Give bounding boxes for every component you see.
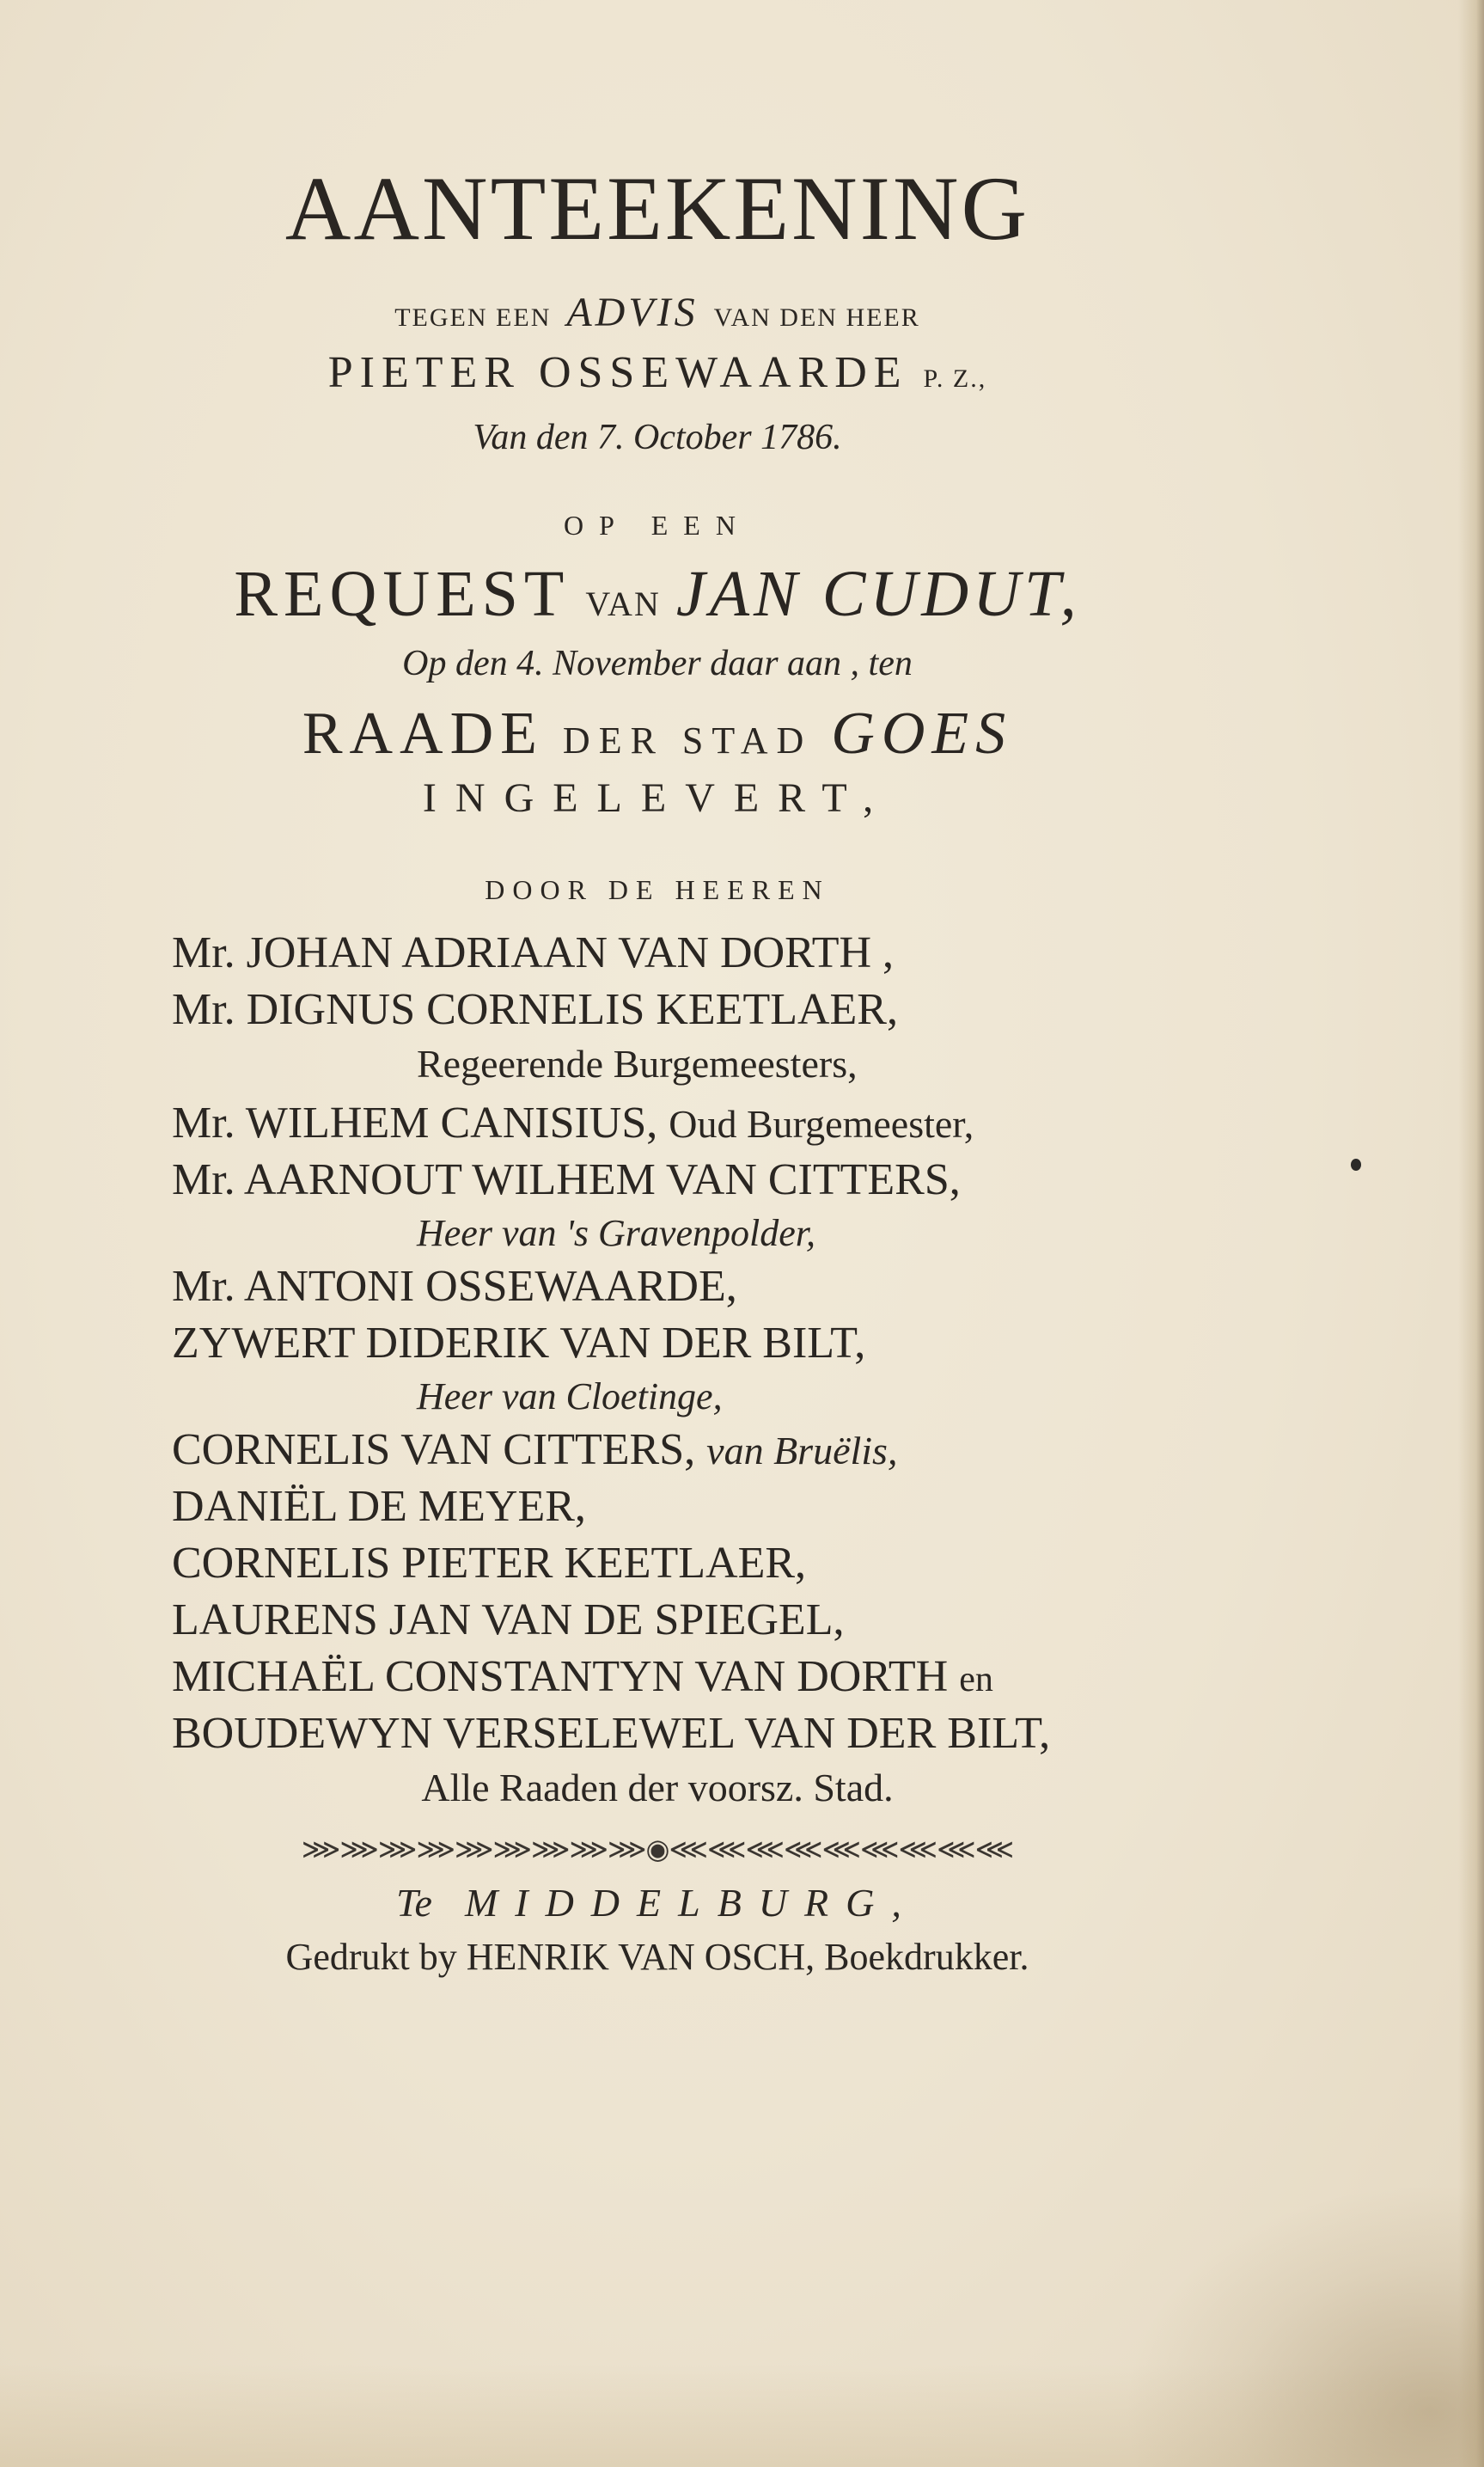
- name-11-name: MICHAËL CONSTANTYN VAN DORTH: [172, 1652, 949, 1701]
- name-3: [172, 1101, 1143, 1158]
- name-7-name: CORNELIS VAN CITTERS,: [172, 1425, 696, 1474]
- op-een-line: OP EEN: [564, 510, 751, 541]
- page-title: AANTEEKENING: [284, 158, 1030, 259]
- imprint-city-line: [172, 1883, 1143, 1935]
- name-8: DANIËL DE MEYER,: [172, 1482, 586, 1531]
- raade-word: RAADE: [302, 701, 544, 767]
- ingelevert-line: INGELEVERT,: [422, 775, 893, 821]
- goes-text: GOES: [831, 701, 1013, 767]
- name-11-en: en: [959, 1660, 993, 1699]
- name-3-role: Oud Burgemeester,: [669, 1102, 974, 1146]
- ink-dot: [1351, 1159, 1361, 1171]
- date-line-1: Van den 7. October 1786.: [473, 418, 842, 457]
- request-van: VAN: [585, 585, 661, 623]
- subtitle-line: [172, 292, 1143, 335]
- name-1: Mr. JOHAN ADRIAAN VAN DORTH ,: [172, 928, 895, 977]
- name-2: Mr. DIGNUS CORNELIS KEETLAER,: [172, 985, 898, 1034]
- name-6-role: Heer van Cloetinge,: [417, 1375, 723, 1417]
- van-den-heer-text: VAN DEN HEER: [713, 303, 920, 332]
- name-10: LAURENS JAN VAN DE SPIEGEL,: [172, 1595, 845, 1644]
- name-2-role: Regeerende Burgemeesters,: [417, 1042, 858, 1086]
- raade-line: [172, 701, 1143, 773]
- imprint-city: MIDDELBURG,: [464, 1881, 919, 1925]
- title-page-text: [172, 146, 1143, 1986]
- name-4-role: Heer van 's Gravenpolder,: [417, 1212, 815, 1254]
- name-7: [172, 1425, 1143, 1484]
- name-6: ZYWERT DIDERIK VAN DER BILT,: [172, 1319, 866, 1368]
- author-name: PIETER OSSEWAARDE: [327, 348, 908, 397]
- name-4: Mr. AARNOUT WILHEM VAN CITTERS,: [172, 1155, 961, 1204]
- request-word: REQUEST: [234, 558, 571, 630]
- author-suffix: P. Z.,: [923, 364, 987, 393]
- imprint-printer-line: Gedrukt by HENRIK VAN OSCH, Boekdrukker.: [285, 1936, 1029, 1978]
- name-7-role: van Bruëlis,: [706, 1429, 898, 1472]
- request-name: JAN CUDUT,: [675, 558, 1081, 630]
- advis-text: ADVIS: [566, 290, 699, 335]
- torn-corner-stain: [1123, 2183, 1484, 2467]
- all-raaden-line: Alle Raaden der voorsz. Stad.: [421, 1766, 894, 1809]
- page-edge-shadow: [1458, 0, 1484, 2467]
- imprint-te: Te: [396, 1881, 432, 1925]
- names-list: [172, 928, 1143, 1825]
- der-stad-text: DER STAD: [562, 719, 813, 762]
- name-9: CORNELIS PIETER KEETLAER,: [172, 1539, 807, 1588]
- door-de-heeren-line: DOOR DE HEEREN: [485, 874, 830, 905]
- tegen-een-text: TEGEN EEN: [394, 303, 552, 332]
- name-5: Mr. ANTONI OSSEWAARDE,: [172, 1262, 737, 1311]
- request-line: [172, 558, 1143, 634]
- name-3-name: Mr. WILHEM CANISIUS,: [172, 1099, 658, 1148]
- ornament-rule: ⋙⋙⋙⋙⋙⋙⋙⋙⋙◉⋘⋘⋘⋘⋘⋘⋘⋘⋘: [301, 1833, 1014, 1864]
- name-12: BOUDEWYN VERSELEWEL VAN DER BILT,: [172, 1709, 1051, 1758]
- author-line: [172, 348, 1143, 402]
- date-line-2: Op den 4. November daar aan , ten: [402, 644, 913, 683]
- name-11: [172, 1652, 1143, 1711]
